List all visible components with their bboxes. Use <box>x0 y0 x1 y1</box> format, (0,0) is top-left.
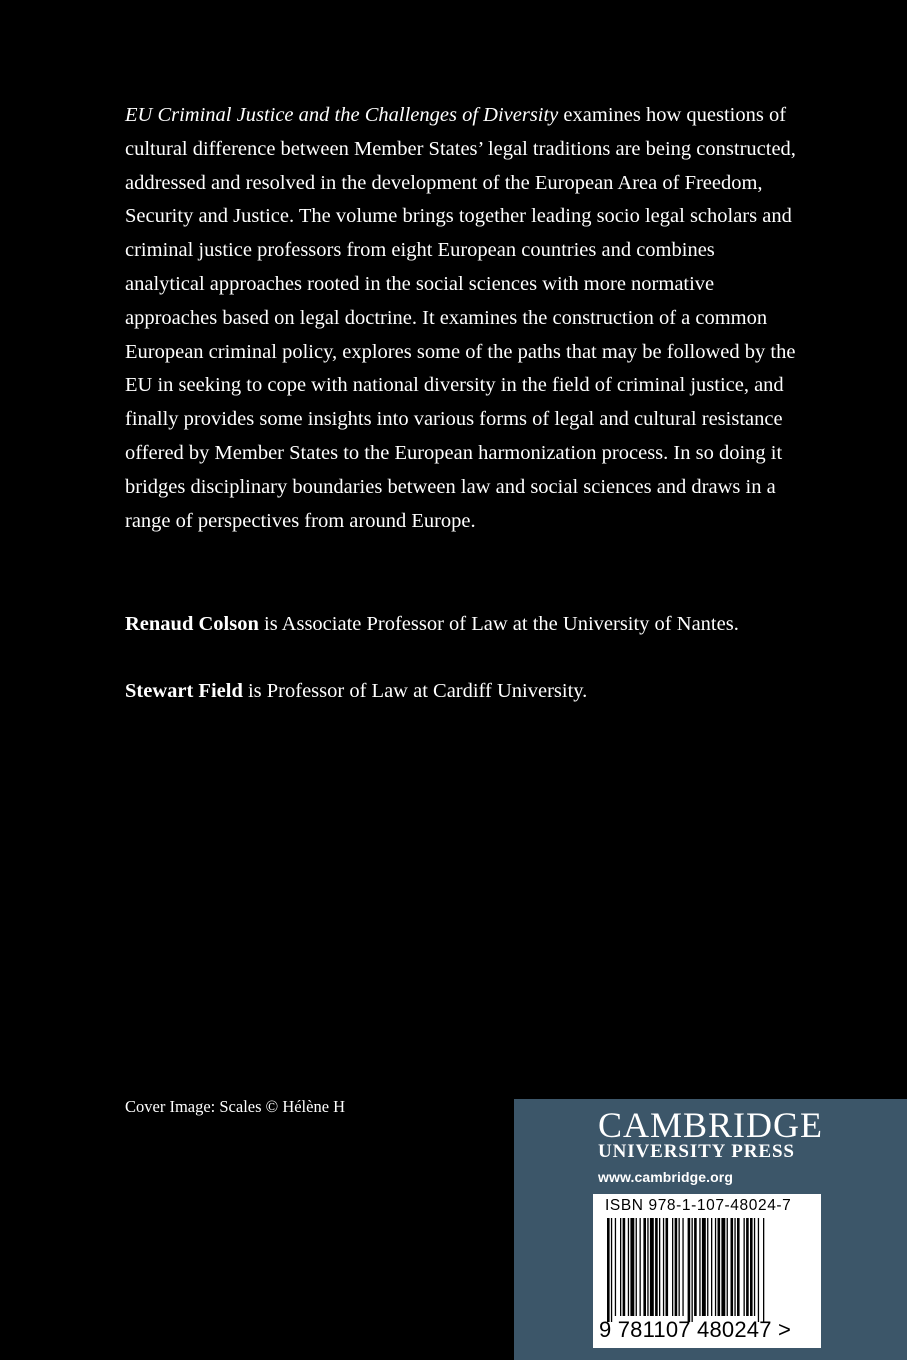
barcode-bar <box>734 1218 735 1316</box>
barcode-bar <box>628 1218 629 1316</box>
author-description: is Professor of Law at Cardiff University. <box>242 680 588 702</box>
blurb-paragraph <box>125 99 797 538</box>
barcode-bar <box>694 1218 697 1316</box>
barcode-bar <box>611 1218 612 1322</box>
barcode-bar <box>630 1218 634 1316</box>
book-title: EU Criminal Justice and the Challenges of Diversity <box>125 104 559 126</box>
barcode-bar <box>636 1218 637 1316</box>
publisher-name: CAMBRIDGE <box>598 1105 824 1145</box>
barcode-bar <box>737 1218 740 1316</box>
author-description: is Associate Professor of Law at the University of Nantes. <box>258 613 739 635</box>
barcode-bar <box>620 1218 621 1316</box>
publisher-subtitle: UNIVERSITY PRESS <box>598 1141 795 1162</box>
barcode-bar <box>647 1218 648 1316</box>
barcode-bar <box>640 1218 641 1316</box>
barcode-box <box>593 1194 821 1348</box>
barcode-bar <box>682 1218 683 1316</box>
barcode-bar <box>707 1218 708 1316</box>
barcode-bar <box>650 1218 654 1316</box>
barcode-bar <box>659 1218 660 1316</box>
barcode-bar <box>750 1218 753 1316</box>
barcode-bar <box>721 1218 725 1316</box>
barcode-bar <box>666 1218 669 1316</box>
barcode-bar <box>699 1218 700 1316</box>
barcode-bar <box>643 1218 646 1316</box>
barcode-bar <box>702 1218 706 1316</box>
barcode-bar <box>711 1218 712 1316</box>
publisher-url: www.cambridge.org <box>598 1169 733 1185</box>
barcode-bar <box>758 1218 759 1322</box>
barcode-bar <box>688 1218 691 1322</box>
cover-image-credit: Cover Image: Scales © Hélène H <box>125 1097 346 1116</box>
barcode-bar <box>655 1218 658 1316</box>
author-name: Stewart Field <box>125 680 243 702</box>
barcode-bar <box>623 1218 626 1316</box>
barcode-bar <box>615 1218 616 1316</box>
barcode-bar <box>763 1218 764 1322</box>
barcode-bar <box>731 1218 734 1316</box>
isbn-label: ISBN 978-1-107-48024-7 <box>605 1197 792 1214</box>
barcode-bar <box>744 1218 745 1316</box>
barcode-bar <box>679 1218 680 1316</box>
barcode-bar <box>715 1218 716 1316</box>
barcode-bar <box>607 1218 610 1322</box>
barcode-bar <box>727 1218 728 1316</box>
blurb-body: examines how questions of cultural difference between Member States’ legal traditions are being constructed, addressed and resolved in the development of the European Area of Freedom, Security and Justice. The volume brings together leading socio legal scholars and criminal justice professors from eight European countries and combines analytical approaches rooted in the social sciences with more normative approaches based on legal doctrine. It examines the construction of a common European criminal policy, explores some of the paths that may be followed by the EU in seeking to cope with national diversity in the field of criminal justice, and finally provides some insights into various forms of legal and cultural resistance offered by Member States to the European harmonization process. In so doing it bridges disciplinary boundaries between law and social sciences and draws in a range of perspectives from around Europe. <box>125 104 796 532</box>
author-bio <box>125 609 825 639</box>
author-name: Renaud Colson <box>125 613 259 635</box>
barcode-bar <box>692 1218 693 1322</box>
barcode-bar <box>675 1218 678 1316</box>
barcode-bar <box>663 1218 664 1316</box>
barcode-bar <box>718 1218 721 1316</box>
barcode-bar <box>746 1218 749 1316</box>
author-bio <box>125 676 825 706</box>
isbn-digits: 9 781107 480247 > <box>599 1317 792 1342</box>
barcode-bar <box>672 1218 673 1316</box>
barcode-bar <box>754 1218 755 1316</box>
publisher-panel <box>514 1099 907 1360</box>
